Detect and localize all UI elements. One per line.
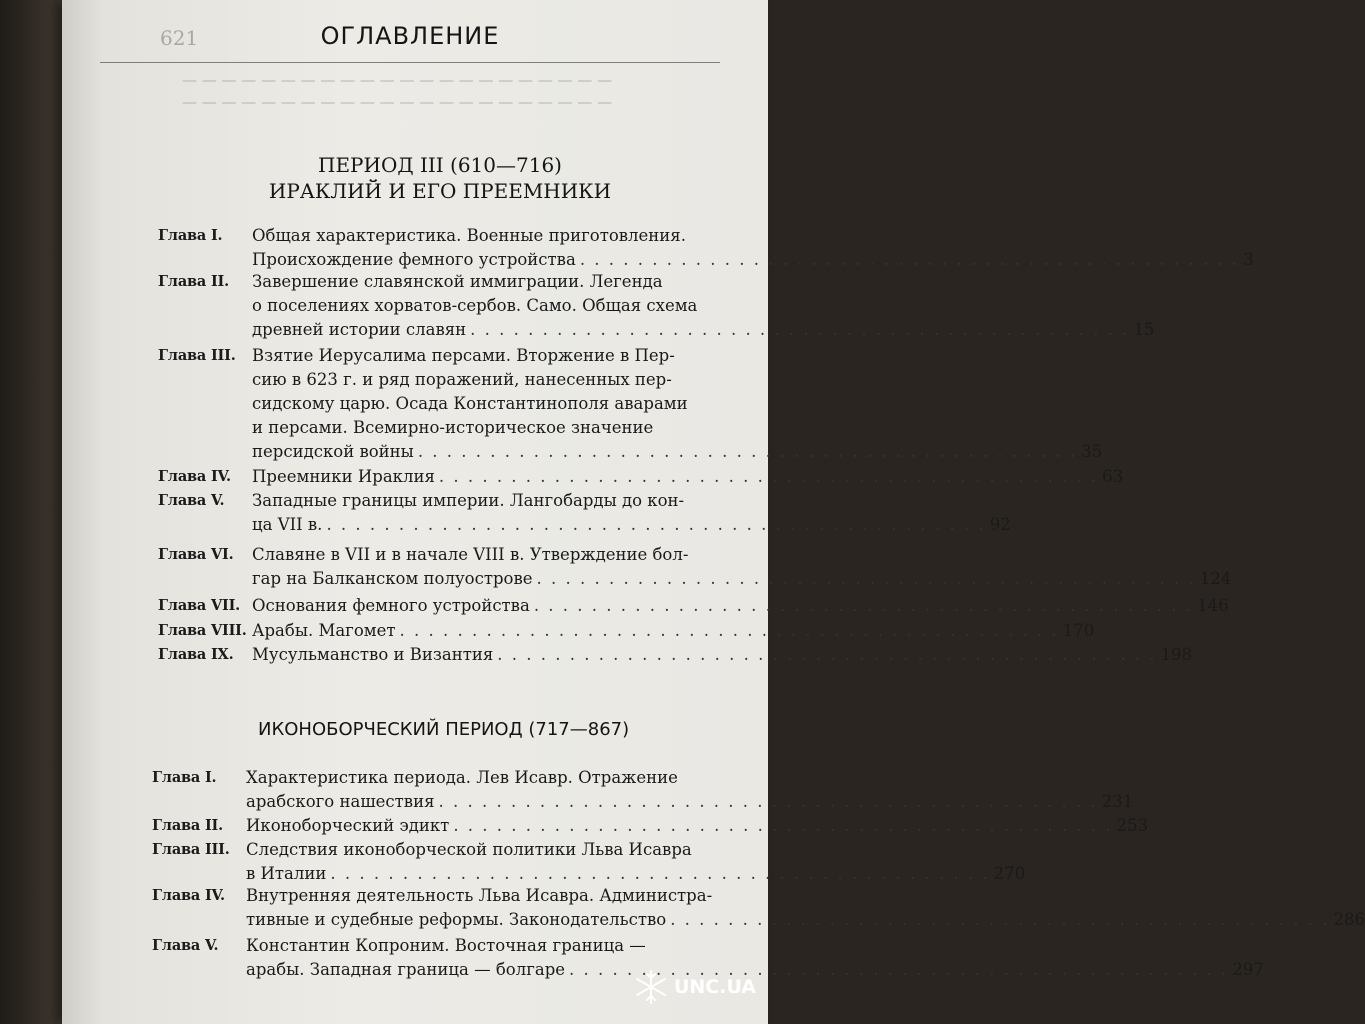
chapter-title-line: гар на Балканском полуострове (252, 569, 533, 588)
toc-entry (158, 594, 1229, 618)
leader-dots: . . . . . . . . . . . . . . . . . . . . . . . . . . . . . . . . . . . . . . . . . . . . . . (330, 864, 990, 883)
chapter-title-line: в Италии (246, 864, 327, 883)
toc-entry (158, 465, 1124, 489)
period-heading-line2: ИРАКЛИЙ И ЕГО ПРЕЕМНИКИ (268, 179, 612, 203)
leader-dots: . . . . . . . . . . . . . . . . . . . . . . . . . . . . . . . . . . . . . . . . . . . . . . (536, 569, 1196, 588)
leader-dots: . . . . . . . . . . . . . . . . . . . . . . . . . . . . . . . . . . . . . . . . . . . . . . (438, 792, 1098, 811)
leader-dots: . . . . . . . . . . . . . . . . . . . . . . . . . . . . . . . . . . . . . . . . . . . . . . (417, 442, 1078, 461)
page-number: 170 (1062, 621, 1095, 640)
chapter-title-line: Завершение славянской иммиграции. Легенда (252, 272, 663, 291)
chapter-label: Глава IX. (158, 646, 234, 663)
toc-entry (158, 543, 1232, 591)
leader-dots: . . . . . . . . . . . . . . . . . . . . . . . . . . . . . . . . . . . . . . . . . . . . . . (569, 960, 1229, 979)
page-number: 198 (1160, 645, 1193, 664)
chapter-title-line: Основания фемного устройства (252, 596, 530, 615)
page-number: 92 (989, 515, 1011, 534)
chapter-label: Глава III. (152, 841, 230, 858)
chapter-title-line: ца VII в. (252, 515, 323, 534)
chapter-title-line: персидской войны (252, 442, 414, 461)
show-through-text-2: — — — — — — — — — — — — — — — — — — — — — — (182, 93, 613, 111)
toc-entry (158, 224, 1254, 272)
chapter-title-line: Взятие Иерусалима персами. Вторжение в Пер- (252, 346, 675, 365)
chapter-title-line: Иконоборческий эдикт (246, 816, 450, 835)
chapter-title-line: арабы. Западная граница — болгаре (246, 960, 566, 979)
page-number: 146 (1197, 596, 1229, 615)
leader-dots: . . . . . . . . . . . . . . . . . . . . . . . . . . . . . . . . . . . . . . . . . . . . . . (438, 467, 1099, 486)
chapter-title-line: арабского нашествия (246, 792, 435, 811)
leader-dots: . . . . . . . . . . . . . . . . . . . . . . . . . . . . . . . . . . . . . . . . . . . . . . (533, 596, 1194, 615)
chapter-title-line: Следствия иконоборческой политики Льва Исавра (246, 840, 692, 859)
chapter-title-line: и персами. Всемирно-историческое значение (252, 418, 654, 437)
chapter-label: Глава IV. (158, 468, 231, 485)
chapter-label: Глава II. (152, 817, 223, 834)
leader-dots: . . . . . . . . . . . . . . . . . . . . . . . . . . . . . . . . . . . . . . . . . . . . . . (579, 250, 1240, 269)
chapter-title-line: тивные и судебные реформы. Законодательство (246, 910, 667, 929)
leader-dots: . . . . . . . . . . . . . . . . . . . . . . . . . . . . . . . . . . . . . . . . . . . . . . (326, 515, 986, 534)
period-heading-line1: ПЕРИОД III (610—716) (318, 153, 562, 177)
chapter-title-line: Внутренняя деятельность Льва Исавра. Администра- (246, 886, 713, 905)
page-number: 231 (1101, 792, 1134, 811)
chapter-label: Глава III. (158, 347, 236, 364)
leader-dots: . . . . . . . . . . . . . . . . . . . . . . . . . . . . . . . . . . . . . . . . . . . . . . (453, 816, 1113, 835)
chapter-label: Глава I. (158, 227, 223, 244)
chapter-title-line: Арабы. Магомет (252, 621, 396, 640)
watermark-logo (632, 968, 756, 1006)
page-number: 15 (1133, 320, 1155, 339)
toc-entry (152, 884, 1365, 932)
toc-entry (158, 619, 1095, 643)
page-number: 35 (1081, 442, 1103, 461)
iconoclast-heading: ИКОНОБОРЧЕСКИЙ ПЕРИОД (717—867) (258, 719, 630, 740)
chapter-title-line: древней истории славян (252, 320, 467, 339)
chapter-label: Глава VI. (158, 546, 234, 563)
leader-dots: . . . . . . . . . . . . . . . . . . . . . . . . . . . . . . . . . . . . . . . . . . . . . . (497, 645, 1157, 664)
chapter-label: Глава V. (152, 937, 219, 954)
chapter-title-line: Западные границы империи. Лангобарды до кон- (252, 491, 685, 510)
leader-dots: . . . . . . . . . . . . . . . . . . . . . . . . . . . . . . . . . . . . . . . . . . . . . . (399, 621, 1059, 640)
chapter-label: Глава I. (152, 769, 217, 786)
watermark-text: UNC.UA (673, 976, 756, 998)
toc-entry (158, 643, 1193, 667)
leader-dots: . . . . . . . . . . . . . . . . . . . . . . . . . . . . . . . . . . . . . . . . . . . . . . (670, 910, 1330, 929)
page-number: 3 (1243, 250, 1254, 269)
chapter-title-line: о поселениях хорватов-сербов. Само. Общая схема (252, 296, 698, 315)
toc-entry (152, 766, 1134, 814)
chapter-label: Глава II. (158, 273, 229, 290)
page-number: 124 (1199, 569, 1232, 588)
chapter-title-line: Преемники Ираклия (252, 467, 435, 486)
show-through-text: — — — — — — — — — — — — — — — — — — — — — — (182, 71, 613, 89)
chapter-label: Глава V. (158, 492, 225, 509)
running-header (100, 22, 720, 63)
chapter-title-line: Общая характеристика. Военные приготовления. (252, 226, 686, 245)
chapter-label: Глава IV. (152, 887, 225, 904)
period-heading (160, 152, 720, 204)
chapter-title-line: сидскому царю. Осада Константинополя аварами (252, 394, 688, 413)
chapter-title-line: сию в 623 г. и ряд поражений, нанесенных пер- (252, 370, 672, 389)
page-title: ОГЛАВЛЕНИЕ (320, 22, 500, 50)
running-page-number: 621 (160, 26, 199, 50)
chapter-title-line: Славяне в VII и в начале VIII в. Утверждение бол- (252, 545, 689, 564)
snowflake-icon (632, 968, 670, 1006)
leader-dots: . . . . . . . . . . . . . . . . . . . . . . . . . . . . . . . . . . . . . . . . . . . . . . (470, 320, 1130, 339)
page-number: 253 (1116, 816, 1149, 835)
chapter-title-line: Характеристика периода. Лев Исавр. Отражение (246, 768, 678, 787)
chapter-label: Глава VII. (158, 597, 241, 614)
chapter-label: Глава VIII. (158, 622, 247, 639)
chapter-title-line: Константин Копроним. Восточная граница — (246, 936, 646, 955)
toc-entry (158, 270, 1155, 342)
page-number: 286 (1333, 910, 1365, 929)
chapter-title-line: Мусульманство и Византия (252, 645, 494, 664)
toc-entry (158, 344, 1103, 464)
page-number: 63 (1102, 467, 1124, 486)
toc-entry (158, 489, 1011, 537)
page-number: 270 (993, 864, 1026, 883)
toc-entry (152, 838, 1026, 886)
chapter-title-line: Происхождение фемного устройства (252, 250, 576, 269)
page-number: 297 (1232, 960, 1264, 979)
toc-entry (152, 814, 1149, 838)
